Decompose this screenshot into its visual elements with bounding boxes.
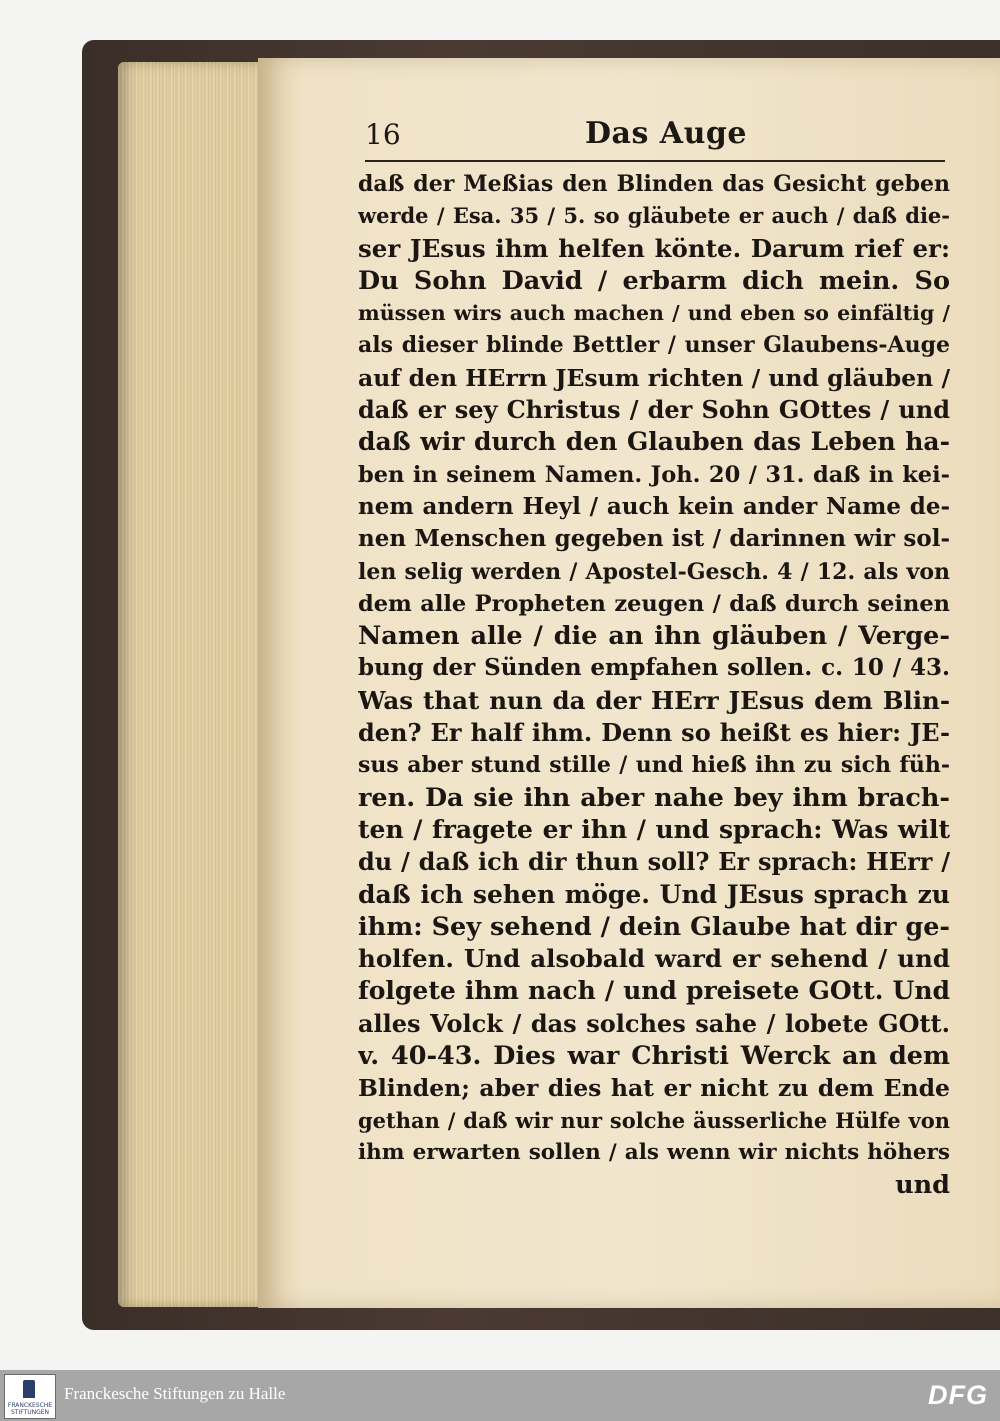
text-line: len selig werden / Apostel-Gesch. 4 / 12. als von [358, 558, 950, 585]
text-line: holfen. Und alsobald ward er sehend / und [358, 944, 950, 974]
page-number: 16 [365, 118, 401, 151]
text-line: dem alle Propheten zeugen / daß durch seinen [358, 590, 950, 617]
text-line: Du Sohn David / erbarm dich mein. So [358, 265, 950, 296]
text-line: du / daß ich dir thun soll? Er sprach: HErr / [358, 847, 950, 877]
building-icon [23, 1380, 35, 1398]
text-line: Blinden; aber dies hat er nicht zu dem Ende [358, 1074, 950, 1103]
text-line: auf den HErrn JEsum richten / und gläuben / [358, 363, 950, 392]
text-line: Was that nun da der HErr JEsus dem Blin- [358, 685, 950, 715]
catchword: und [895, 1170, 950, 1201]
text-line: daß ich sehen möge. Und JEsus sprach zu [358, 879, 950, 909]
text-line: den? Er half ihm. Denn so heißt es hier: JE- [358, 718, 950, 748]
text-line: daß er sey Christus / der Sohn GOttes / und [358, 395, 950, 425]
header-rule [365, 160, 945, 162]
text-line: nen Menschen gegeben ist / darinnen wir sol- [358, 525, 950, 553]
text-line: ben in seinem Namen. Joh. 20 / 31. daß in kei- [358, 461, 950, 488]
institution-name[interactable]: Franckesche Stiftungen zu Halle [64, 1384, 286, 1403]
text-line: ser JEsus ihm helfen könte. Darum rief er: [358, 233, 950, 263]
logo-text: FRANCKESCHE STIFTUNGEN [7, 1402, 53, 1416]
text-line: Namen alle / die an ihn gläuben / Verge- [358, 621, 950, 652]
text-line: ten / fragete er ihn / und sprach: Was wilt [358, 814, 950, 844]
text-line: bung der Sünden empfahen sollen. c. 10 / 43. [358, 654, 950, 682]
text-line: alles Volck / das solches sahe / lobete GOtt. [358, 1008, 950, 1038]
text-line: ihm erwarten sollen / als wenn wir nichts höhers [358, 1139, 950, 1165]
text-line: werde / Esa. 35 / 5. so gläubete er auch / daß die- [358, 203, 950, 229]
text-line: ihm: Sey sehend / dein Glaube hat dir ge- [358, 911, 950, 942]
text-line: folgete ihm nach / und preisete GOtt. Und [358, 976, 950, 1006]
viewer-footer [0, 1370, 1000, 1421]
text-line: nem andern Heyl / auch kein ander Name de- [358, 492, 950, 520]
dfg-logo[interactable]: DFG [928, 1380, 988, 1410]
running-title: Das Auge [585, 116, 747, 151]
page-block-edges [118, 62, 268, 1307]
text-line: gethan / daß wir nur solche äusserliche Hülfe von [358, 1107, 950, 1133]
text-line: sus aber stund stille / und hieß ihn zu sich füh- [358, 752, 950, 779]
institution-logo[interactable] [4, 1374, 56, 1419]
page-header [365, 112, 950, 152]
body-text [358, 168, 950, 1202]
text-line: daß der Meßias den Blinden das Gesicht geben [358, 171, 950, 197]
text-line: müssen wirs auch machen / und eben so einfältig / [358, 301, 950, 326]
text-line: ren. Da sie ihn aber nahe bey ihm brach- [358, 782, 950, 813]
text-line: als dieser blinde Bettler / unser Glaubens-Auge [358, 332, 950, 359]
text-line: v. 40-43. Dies war Christi Werck an dem [358, 1041, 950, 1072]
text-line: daß wir durch den Glauben das Leben ha- [358, 427, 950, 457]
